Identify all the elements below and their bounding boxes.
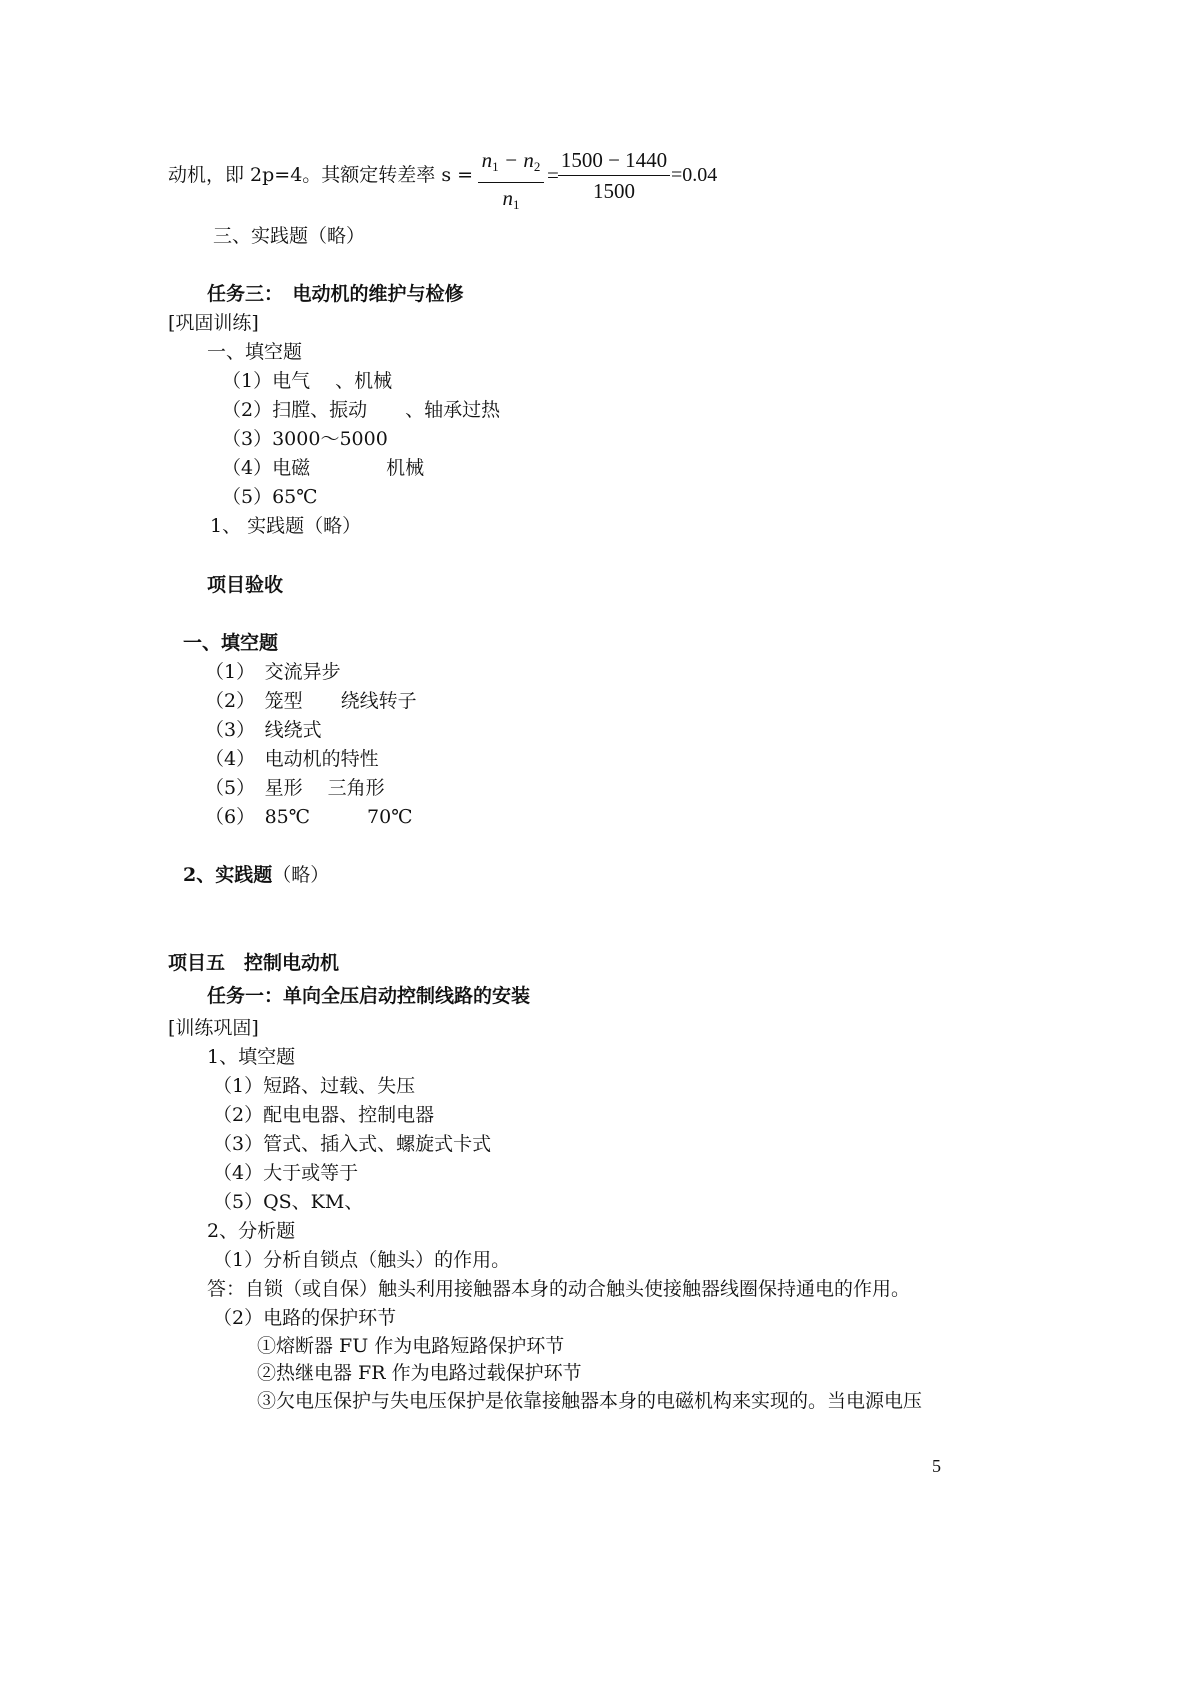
acceptance-answer-5: （5） 星形 三角形 <box>205 777 385 799</box>
project5-answer-1: （1）短路、过载、失压 <box>213 1075 416 1097</box>
protection-item-3: ③欠电压保护与失电压保护是依靠接触器本身的电磁机构来实现的。当电源电压 <box>257 1390 923 1412</box>
acceptance-answer-2: （2） 笼型 绕线转子 <box>205 690 417 712</box>
project5-analysis-answer-1: 答：自锁（或自保）触头利用接触器本身的动合触头使接触器线圈保持通电的作用。 <box>207 1278 911 1300</box>
project5-answer-2: （2）配电电器、控制电器 <box>213 1104 435 1126</box>
equals-sign: = <box>547 163 559 187</box>
acceptance-fill-blank-label: 一、填空题 <box>183 632 279 654</box>
fraction2-numerator: 1500 − 1440 <box>560 148 668 172</box>
task3-answer-3: （3）3000～5000 <box>222 428 388 450</box>
acceptance-answer-3: （3） 线绕式 <box>205 719 322 741</box>
practice-question-omitted: 三、实践题（略） <box>213 225 366 247</box>
project5-task1-heading: 任务一：单向全压启动控制线路的安装 <box>207 985 531 1007</box>
formula-lead: 动机，即 2p=4。其额定转差率 s = <box>168 164 474 186</box>
formula-result: =0.04 <box>671 164 718 186</box>
acceptance-answer-1: （1） 交流异步 <box>205 661 341 683</box>
fraction2-denominator: 1500 <box>593 179 635 203</box>
fraction1-denominator: $n_1$ <box>502 186 520 212</box>
slip-fraction-numeric <box>558 147 670 204</box>
acceptance-practice <box>183 863 329 887</box>
acceptance-practice-note: （略） <box>272 864 330 886</box>
task3-fill-blank-label: 一、填空题 <box>207 341 303 363</box>
fraction2-bar <box>558 175 670 176</box>
task3-answer-4: （4）电磁 机械 <box>222 457 425 479</box>
fraction1-numerator: $n_1 - n_2$ <box>481 148 541 174</box>
project5-fill-blank-label: 1、填空题 <box>207 1046 296 1068</box>
project5-training-label: [训练巩固] <box>168 1017 259 1039</box>
slip-fraction-symbolic <box>478 147 544 218</box>
page-number: 5 <box>932 1456 941 1476</box>
protection-item-1: ①熔断器 FU 作为电路短路保护环节 <box>257 1335 565 1357</box>
task3-answer-5: （5）65℃ <box>222 486 318 508</box>
project5-answer-4: （4）大于或等于 <box>213 1162 359 1184</box>
project5-answer-5: （5）QS、KM、 <box>213 1191 364 1213</box>
acceptance-answer-6: （6） 85℃ 70℃ <box>205 806 413 828</box>
fraction1-bar <box>478 182 544 183</box>
project5-analysis-question-1: （1）分析自锁点（触头）的作用。 <box>213 1249 511 1271</box>
acceptance-answer-4: （4） 电动机的特性 <box>205 748 379 770</box>
project5-analysis-question-2: （2）电路的保护环节 <box>213 1307 397 1329</box>
project5-answer-3: （3）管式、插入式、螺旋式卡式 <box>213 1133 492 1155</box>
protection-item-2: ②热继电器 FR 作为电路过载保护环节 <box>257 1362 582 1384</box>
acceptance-heading: 项目验收 <box>207 574 284 596</box>
acceptance-practice-label: 2、实践题 <box>183 864 273 886</box>
task3-heading: 任务三： 电动机的维护与检修 <box>207 283 464 305</box>
task3-training-label: [巩固训练] <box>168 312 259 334</box>
task3-answer-1: （1）电气 、机械 <box>222 370 393 392</box>
project5-analysis-label: 2、分析题 <box>207 1220 296 1242</box>
task3-answer-2: （2）扫膛、振动 、轴承过热 <box>222 399 501 421</box>
project5-heading: 项目五 控制电动机 <box>168 952 340 974</box>
task3-practice: 1、 实践题（略） <box>210 515 362 537</box>
